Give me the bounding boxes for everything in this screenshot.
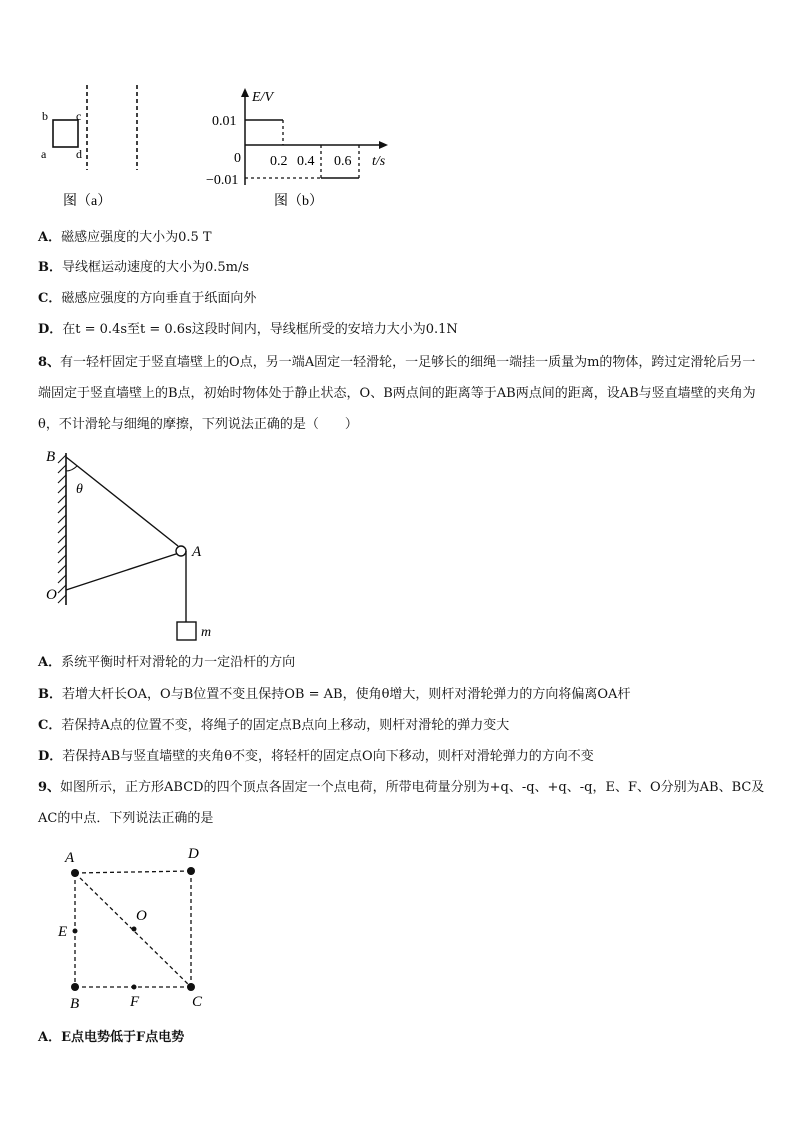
x-tick-0.4: 0.4 xyxy=(297,154,315,169)
q9-option-a-text: E点电势低于F点电势 xyxy=(61,1030,185,1045)
q7-option-c-label: C． xyxy=(38,291,62,306)
wall-hatching xyxy=(58,455,66,603)
q7-option-a-label: A． xyxy=(38,230,62,245)
mass-block xyxy=(177,622,196,640)
q7-option-b-label: B． xyxy=(38,260,62,275)
q8-stem-text: 有一轻杆固定于竖直墙壁上的O点，另一端A固定一轻滑轮，一足够长的细绳一端挂一质量为m的物体，跨过定滑轮后另一端固定于竖直墙壁上的B点，初始时物体处于静止状态，O、B两点间的距离等于AB两点间的距离，设AB与竖直墙壁的夹角为θ，不计滑轮与细绳的摩擦，下列说法正确的是（ ） xyxy=(38,355,756,432)
angle-theta-label: θ xyxy=(76,482,83,497)
q7-option-a-text: 磁感应强度的大小为0.5 T xyxy=(61,230,212,245)
x-axis-label: t/s xyxy=(372,154,386,169)
x-axis-arrow xyxy=(379,141,388,149)
q8-option-b-text: 若增大杆长OA，O与B位置不变且保持OB = AB，使角θ增大，则杆对滑轮弹力的方向将偏离OA杆 xyxy=(62,687,631,702)
figure-a-caption: 图（a） xyxy=(63,194,112,209)
q8-number: 8、 xyxy=(38,355,61,370)
q8-option-d xyxy=(38,747,594,767)
midpoint-e xyxy=(73,929,78,934)
q8-option-c-label: C． xyxy=(38,718,62,733)
q7-option-d xyxy=(38,320,458,340)
q9-number: 9、 xyxy=(38,780,61,795)
point-o-label: O xyxy=(136,908,147,924)
figure-b-caption: 图（b） xyxy=(274,194,323,209)
charge-d xyxy=(187,867,195,875)
point-f-label: F xyxy=(130,994,140,1010)
side-ad xyxy=(75,871,191,873)
y-tick-positive: 0.01 xyxy=(212,114,237,129)
q7-option-c xyxy=(38,289,256,309)
q8-option-c xyxy=(38,716,509,736)
charge-c xyxy=(187,983,195,991)
q9-option-a xyxy=(38,1028,184,1048)
point-e-label: E xyxy=(58,924,68,940)
q7-option-b-text: 导线框运动速度的大小为0.5m/s xyxy=(62,260,250,275)
charge-a xyxy=(71,869,79,877)
q8-option-d-text: 若保持AB与竖直墙壁的夹角θ不变，将轻杆的固定点O向下移动，则杆对滑轮弹力的方向不变 xyxy=(62,749,594,764)
point-o-label: O xyxy=(46,587,57,603)
figure-square xyxy=(50,840,220,1015)
point-b-label: B xyxy=(46,449,56,465)
q8-option-a-text: 系统平衡时杆对滑轮的力一定沿杆的方向 xyxy=(61,655,296,670)
origin-label: 0 xyxy=(234,151,241,166)
charge-b xyxy=(71,983,79,991)
midpoint-f xyxy=(132,985,137,990)
q8-stem xyxy=(38,347,768,440)
y-axis-arrow xyxy=(241,88,249,97)
rod-oa xyxy=(66,553,179,590)
point-a-label: A xyxy=(65,850,75,866)
q7-option-a xyxy=(38,228,212,248)
q9-stem xyxy=(38,772,768,834)
q7-option-b xyxy=(38,258,249,278)
q7-option-c-text: 磁感应强度的方向垂直于纸面向外 xyxy=(61,291,257,306)
midpoint-o xyxy=(132,927,137,932)
q7-option-d-label: D． xyxy=(38,322,63,337)
point-c-label: C xyxy=(192,994,203,1010)
q7-option-d-text: 在t = 0.4s至t = 0.6s这段时间内，导线框所受的安培力大小为0.1N xyxy=(62,322,458,337)
pulley xyxy=(176,546,186,556)
figure-a xyxy=(30,85,150,215)
x-tick-0.2: 0.2 xyxy=(270,154,288,169)
point-d-label: D xyxy=(188,846,199,862)
y-tick-negative: −0.01 xyxy=(206,173,239,188)
corner-c: c xyxy=(76,109,82,123)
angle-arc xyxy=(66,466,77,471)
rope-ba xyxy=(66,457,178,546)
q8-option-b xyxy=(38,685,630,705)
q8-option-c-text: 若保持A点的位置不变，将绳子的固定点B点向上移动，则杆对滑轮的弹力变大 xyxy=(61,718,510,733)
y-axis-label: E/V xyxy=(252,90,273,105)
figure-b xyxy=(200,85,400,215)
corner-d: d xyxy=(76,147,82,161)
figure-pulley xyxy=(40,445,230,645)
corner-b: b xyxy=(42,109,48,123)
mass-label: m xyxy=(201,625,212,640)
point-b-label: B xyxy=(70,996,80,1012)
q8-option-d-label: D． xyxy=(38,749,63,764)
q8-option-b-label: B． xyxy=(38,687,62,702)
q9-option-a-label: A． xyxy=(38,1030,62,1045)
point-a-label: A xyxy=(192,544,202,560)
q9-stem-text: 如图所示，正方形ABCD的四个顶点各固定一个点电荷，所带电荷量分别为+q、-q、+q、-q，E、F、O分别为AB、BC及AC的中点．下列说法正确的是 xyxy=(38,780,765,826)
q8-option-a-label: A． xyxy=(38,655,62,670)
wire-frame xyxy=(53,120,78,147)
x-tick-0.6: 0.6 xyxy=(334,154,352,169)
corner-a: a xyxy=(41,147,47,161)
q8-option-a xyxy=(38,653,295,673)
